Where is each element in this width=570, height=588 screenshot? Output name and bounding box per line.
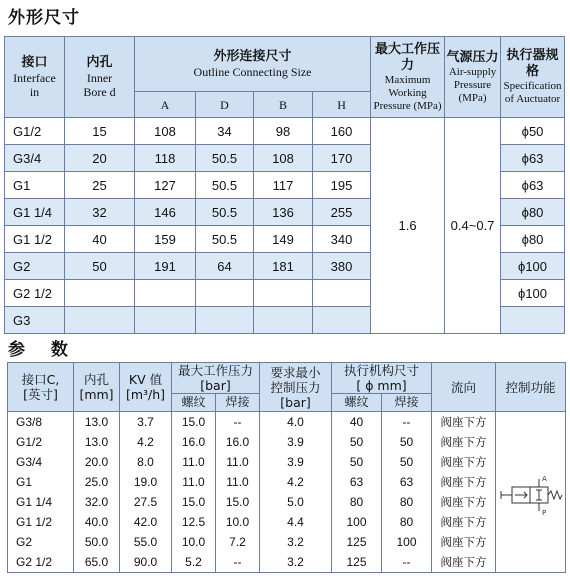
header-col-d: D <box>196 92 254 118</box>
cell-spec: ϕ80 <box>501 199 565 226</box>
cell-actuator-thread: 40 <box>332 412 382 433</box>
cell-d: 50.5 <box>196 145 254 172</box>
cell-bore: 20.0 <box>74 452 120 472</box>
cell-kv: 55.0 <box>120 532 172 552</box>
cell-port: G2 1/2 <box>5 280 65 307</box>
symbol-label-a: A <box>541 474 547 483</box>
cell-port: G2 <box>8 532 74 552</box>
cell-d <box>196 307 254 334</box>
cell-pressure-weld: 11.0 <box>216 472 260 492</box>
cell-h: 340 <box>313 226 371 253</box>
cell-bore: 20 <box>65 145 135 172</box>
cell-min-pressure: 3.9 <box>260 452 332 472</box>
control-function-symbol <box>496 412 566 573</box>
cell-port: G3/8 <box>8 412 74 433</box>
cell-min-pressure: 3.2 <box>260 532 332 552</box>
cell-pressure-thread: 11.0 <box>172 472 216 492</box>
table-row <box>8 452 566 472</box>
cell-a: 118 <box>135 145 196 172</box>
cell-pressure-weld: 16.0 <box>216 432 260 452</box>
outline-section-title: 外形尺寸 <box>8 8 80 28</box>
cell-spec: ϕ100 <box>501 253 565 280</box>
cell-port: G1 1/4 <box>5 199 65 226</box>
cell-min-pressure: 4.0 <box>260 412 332 433</box>
cell-actuator-thread: 125 <box>332 532 382 552</box>
cell-pressure-weld: 7.2 <box>216 532 260 552</box>
cell-flow: 阀座下方 <box>432 532 496 552</box>
cell-b <box>254 280 313 307</box>
valve-symbol-icon <box>499 461 563 521</box>
cell-flow: 阀座下方 <box>432 452 496 472</box>
cell-bore: 13.0 <box>74 432 120 452</box>
cell-actuator-thread: 63 <box>332 472 382 492</box>
cell-pressure-weld: 10.0 <box>216 512 260 532</box>
header-interface: 接口 Interface in <box>5 37 65 118</box>
cell-kv: 19.0 <box>120 472 172 492</box>
p-header-bore: 内孔 [mm] <box>74 363 120 412</box>
cell-spec: ϕ80 <box>501 226 565 253</box>
cell-h <box>313 280 371 307</box>
cell-actuator-weld: 80 <box>382 512 432 532</box>
cell-flow: 阀座下方 <box>432 512 496 532</box>
cell-actuator-weld: 80 <box>382 492 432 512</box>
cell-min-pressure: 3.9 <box>260 432 332 452</box>
parameters-table <box>7 362 566 573</box>
table-row <box>8 532 566 552</box>
cell-max-pressure: 1.6 <box>371 118 445 334</box>
cell-bore: 32 <box>65 199 135 226</box>
cell-spec: ϕ63 <box>501 145 565 172</box>
cell-port: G1/2 <box>5 118 65 145</box>
cell-pressure-thread: 10.0 <box>172 532 216 552</box>
cell-spec: ϕ100 <box>501 280 565 307</box>
cell-actuator-weld: 50 <box>382 432 432 452</box>
cell-port: G3/4 <box>5 145 65 172</box>
cell-kv: 8.0 <box>120 452 172 472</box>
cell-h: 255 <box>313 199 371 226</box>
cell-b: 117 <box>254 172 313 199</box>
cell-port: G1 1/2 <box>8 512 74 532</box>
cell-bore: 32.0 <box>74 492 120 512</box>
cell-spec <box>501 307 565 334</box>
cell-a: 127 <box>135 172 196 199</box>
table-row <box>8 492 566 512</box>
cell-h: 160 <box>313 118 371 145</box>
cell-bore: 13.0 <box>74 412 120 433</box>
cell-b: 108 <box>254 145 313 172</box>
cell-bore: 40 <box>65 226 135 253</box>
cell-port: G3/4 <box>8 452 74 472</box>
cell-actuator-weld: 50 <box>382 452 432 472</box>
cell-actuator-thread: 125 <box>332 552 382 573</box>
cell-pressure-thread: 12.5 <box>172 512 216 532</box>
table-row <box>8 552 566 573</box>
header-actuator-spec: 执行器规格 Specification of Auctuator <box>501 37 565 118</box>
cell-min-pressure: 5.0 <box>260 492 332 512</box>
cell-port: G1 <box>5 172 65 199</box>
cell-b <box>254 307 313 334</box>
cell-kv: 42.0 <box>120 512 172 532</box>
header-air-supply: 气源压力 Air-supply Pressure (MPa) <box>445 37 501 118</box>
cell-actuator-thread: 80 <box>332 492 382 512</box>
cell-h: 170 <box>313 145 371 172</box>
cell-actuator-thread: 50 <box>332 432 382 452</box>
cell-d: 50.5 <box>196 199 254 226</box>
cell-h <box>313 307 371 334</box>
cell-d: 34 <box>196 118 254 145</box>
header-col-b: B <box>254 92 313 118</box>
p-header-act-thread: 螺纹 <box>332 394 382 412</box>
cell-bore: 15 <box>65 118 135 145</box>
cell-flow: 阀座下方 <box>432 492 496 512</box>
cell-bore: 65.0 <box>74 552 120 573</box>
cell-flow: 阀座下方 <box>432 432 496 452</box>
header-inner-bore: 内孔 Inner Bore d <box>65 37 135 118</box>
cell-b: 149 <box>254 226 313 253</box>
cell-port: G1/2 <box>8 432 74 452</box>
cell-kv: 90.0 <box>120 552 172 573</box>
cell-b: 181 <box>254 253 313 280</box>
cell-b: 98 <box>254 118 313 145</box>
cell-pressure-thread: 15.0 <box>172 492 216 512</box>
cell-bore: 50 <box>65 253 135 280</box>
p-header-port: 接口C, [英寸] <box>8 363 74 412</box>
cell-bore: 50.0 <box>74 532 120 552</box>
cell-bore <box>65 307 135 334</box>
cell-bore <box>65 280 135 307</box>
p-header-control: 控制功能 <box>496 363 566 412</box>
cell-pressure-weld: -- <box>216 552 260 573</box>
p-header-kv: KV 值 [m³/h] <box>120 363 172 412</box>
cell-kv: 27.5 <box>120 492 172 512</box>
cell-port: G2 <box>5 253 65 280</box>
header-col-h: H <box>313 92 371 118</box>
cell-actuator-weld: 63 <box>382 472 432 492</box>
cell-spec: ϕ63 <box>501 172 565 199</box>
cell-pressure-thread: 16.0 <box>172 432 216 452</box>
cell-flow: 阀座下方 <box>432 412 496 433</box>
cell-actuator-weld: 100 <box>382 532 432 552</box>
cell-port: G1 <box>8 472 74 492</box>
cell-min-pressure: 4.4 <box>260 512 332 532</box>
cell-bore: 25 <box>65 172 135 199</box>
cell-port: G2 1/2 <box>8 552 74 573</box>
p-header-min-control-pressure: 要求最小 控制压力 [bar] <box>260 363 332 412</box>
cell-spec: ϕ50 <box>501 118 565 145</box>
cell-kv: 3.7 <box>120 412 172 433</box>
cell-actuator-thread: 50 <box>332 452 382 472</box>
cell-actuator-thread: 100 <box>332 512 382 532</box>
header-col-a: A <box>135 92 196 118</box>
outline-dimensions-table <box>4 36 565 334</box>
cell-kv: 4.2 <box>120 432 172 452</box>
cell-b: 136 <box>254 199 313 226</box>
symbol-label-p: P <box>541 508 546 517</box>
cell-d <box>196 280 254 307</box>
cell-pressure-thread: 5.2 <box>172 552 216 573</box>
cell-port: G3 <box>5 307 65 334</box>
cell-air-supply: 0.4~0.7 <box>445 118 501 334</box>
header-max-pressure: 最大工作压力 Maximum Working Pressure (MPa) <box>371 37 445 118</box>
cell-pressure-weld: 15.0 <box>216 492 260 512</box>
cell-flow: 阀座下方 <box>432 552 496 573</box>
cell-pressure-weld: 11.0 <box>216 452 260 472</box>
cell-d: 50.5 <box>196 172 254 199</box>
cell-a: 191 <box>135 253 196 280</box>
p-header-weld: 焊接 <box>216 394 260 412</box>
table-row <box>5 118 565 145</box>
cell-a: 146 <box>135 199 196 226</box>
cell-port: G1 1/4 <box>8 492 74 512</box>
cell-actuator-weld: -- <box>382 412 432 433</box>
cell-pressure-thread: 11.0 <box>172 452 216 472</box>
p-header-thread: 螺纹 <box>172 394 216 412</box>
p-header-max-pressure: 最大工作压力 [bar] <box>172 363 260 394</box>
cell-port: G1 1/2 <box>5 226 65 253</box>
cell-d: 50.5 <box>196 226 254 253</box>
cell-a: 108 <box>135 118 196 145</box>
cell-min-pressure: 3.2 <box>260 552 332 573</box>
cell-h: 195 <box>313 172 371 199</box>
cell-h: 380 <box>313 253 371 280</box>
p-header-actuator-size: 执行机构尺寸 [ ϕ mm] <box>332 363 432 394</box>
cell-pressure-weld: -- <box>216 412 260 433</box>
p-header-act-weld: 焊接 <box>382 394 432 412</box>
p-header-flow: 流向 <box>432 363 496 412</box>
params-section-title: 参 数 <box>8 340 78 360</box>
cell-a <box>135 307 196 334</box>
cell-actuator-weld: -- <box>382 552 432 573</box>
cell-flow: 阀座下方 <box>432 472 496 492</box>
cell-d: 64 <box>196 253 254 280</box>
cell-bore: 40.0 <box>74 512 120 532</box>
cell-min-pressure: 4.2 <box>260 472 332 492</box>
cell-bore: 25.0 <box>74 472 120 492</box>
cell-pressure-thread: 15.0 <box>172 412 216 433</box>
cell-a: 159 <box>135 226 196 253</box>
header-outline-size: 外形连接尺寸 Outline Connecting Size <box>135 37 371 92</box>
table-row <box>8 472 566 492</box>
table-row <box>8 432 566 452</box>
cell-a <box>135 280 196 307</box>
table-row <box>8 412 566 433</box>
table-row <box>8 512 566 532</box>
